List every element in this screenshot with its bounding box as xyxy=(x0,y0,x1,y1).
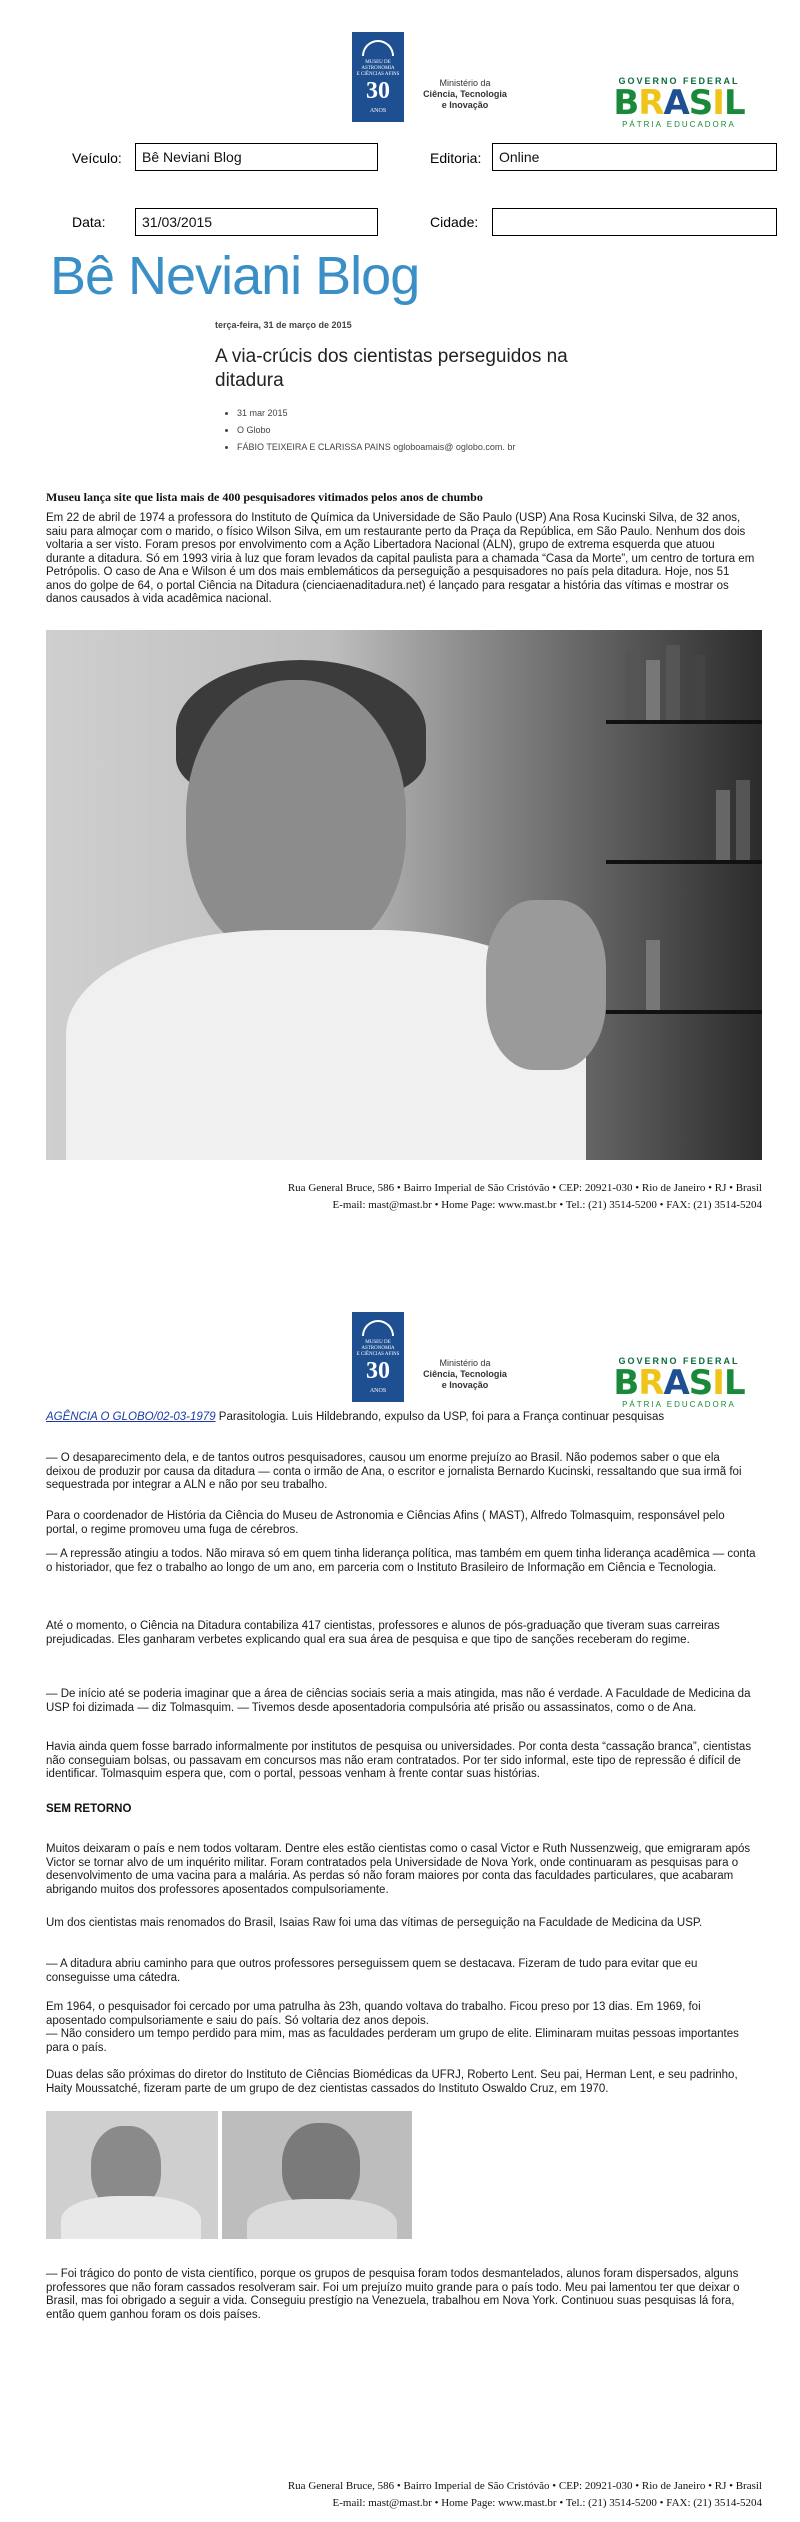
paragraph: Um dos cientistas mais renomados do Brasil, Isaias Raw foi uma das vítimas de perseguição na Faculdade de Medicina da USP. xyxy=(46,1917,703,1929)
logo-suffix: ANOS xyxy=(369,108,387,114)
ministerio-line: Ciência, Tecnologia xyxy=(423,89,507,99)
meta-authors: • FÁBIO TEIXEIRA E CLARISSA PAINS ogloboamais@ oglobo.com. br xyxy=(237,439,515,456)
cidade-field[interactable] xyxy=(492,208,777,236)
paragraph: — Foi trágico do ponto de vista científico, porque os grupos de pesquisa foram todos desmantelados, alunos foram dispersados, alguns professores que não foram cassados resolveram sair. Foi um prejuízo muito grande para o país todo. Meu pai lamentou ter que deixar o Brasil, mas foi obrigado a seguir a vida. Conseguiu prestígio na Venezuela, trabalhou em Nova York. Continuou suas pesquisas lá fora, então quem ganhou foram os dois países. xyxy=(46,2268,740,2321)
brasil-wordmark: BRASIL xyxy=(613,83,745,123)
ministerio-line: Ministério da xyxy=(439,1358,491,1368)
paragraph: — O desaparecimento dela, e de tantos outros pesquisadores, causou um enorme prejuízo ao Brasil. Não podemos saber o que ela deixou de produzir por causa da ditadura — conta o irmão de Ana, o escritor e jornalista Bernardo Kucinski, ressaltando que sua irmã foi sequestrada por integrar a ALN e não por seu trabalho. xyxy=(46,1452,742,1491)
logo-line: MUSEU DE xyxy=(365,60,391,65)
logo-line: E CIÊNCIAS AFINS xyxy=(356,1352,400,1357)
mast-logo xyxy=(352,1312,404,1402)
post-title: A via-crúcis dos cientistas perseguidos na ditadura xyxy=(215,346,568,391)
paragraph: — De início até se poderia imaginar que a área de ciências sociais seria a mais atingida, mas não é verdade. A Faculdade de Medicina da USP foi dizimada — diz Tolmasquim. — Tivemos desde aposentadoria compulsória até prisão ou assassinatos, como o de Ana. xyxy=(46,1688,751,1714)
logo-line: ASTRONOMIA xyxy=(361,66,395,71)
data-label: Data: xyxy=(72,214,106,230)
paragraph: Para o coordenador de História da Ciência do Museu de Astronomia e Ciências Afins ( MAST), Alfredo Tolmasquim, responsável pelo portal, o regime promoveu uma fuga de cérebros. xyxy=(46,1510,725,1536)
mast-logo xyxy=(352,32,404,122)
ministerio-line: e Inovação xyxy=(441,100,489,110)
article-lead: Em 22 de abril de 1974 a professora do Instituto de Química da Universidade de São Paulo (USP) Ana Rosa Kucinski Silva, de 32 anos, saiu para almoçar com o marido, o físico Wilson Silva, em um restaurante perto da Praça da República, em São Paulo. Nenhum dos dois voltaria a ser visto. Foram presos por envolvimento com a Ação Libertadora Nacional (ALN), grupo de extrema esquerda que atuou durante a ditadura. Só em 1993 viria à luz que foram levados da capital paulista para a chamada “Casa da Morte”, um centro de tortura em Petrópolis. O caso de Ana e Wilson é um dos mais emblemáticos da perseguição a pesquisadores no país pela ditadura. Hoje, nos 51 anos do golpe de 64, o portal Ciência na Ditadura (cienciaenaditadura.net) é lançado para resgatar a história das vítimas e mostrar os danos causados à vida acadêmica nacional. xyxy=(46,512,755,605)
logo-number: 30 xyxy=(366,78,390,104)
ministerio-logo xyxy=(410,1358,520,1391)
blog-banner: Bê Neviani Blog xyxy=(50,246,420,306)
ministerio-line: e Inovação xyxy=(441,1380,489,1390)
logo-line: MUSEU DE xyxy=(365,1340,391,1345)
ministerio-logo xyxy=(410,78,520,111)
paragraph: Até o momento, o Ciência na Ditadura contabiliza 417 cientistas, professores e alunos de pós-graduação que tiveram suas carreiras prejudicadas. Eles ganharam verbetes explicando qual era sua área de pesquisa e que tipo de sanções receberam do regime. xyxy=(46,1620,720,1646)
post-meta xyxy=(225,405,515,456)
meta-source: • O Globo xyxy=(237,422,515,439)
editoria-field[interactable]: Online xyxy=(492,143,777,171)
footer xyxy=(100,2478,762,2512)
observatory-icon xyxy=(362,1320,394,1336)
brasil-wordmark: BRASIL xyxy=(613,1363,745,1403)
meta-date: • 31 mar 2015 xyxy=(237,405,515,422)
caption-text: Parasitologia. Luis Hildebrando, expulso da USP, foi para a França continuar pesquisas xyxy=(215,1411,665,1423)
paragraph: Duas delas são próximas do diretor do Instituto de Ciências Biomédicas da UFRJ, Roberto Lent. Seu pai, Herman Lent, e seu padrinho, Haity Moussatché, fizeram parte de um grupo de dez cientistas cassados do Instituto Oswaldo Cruz, em 1970. xyxy=(46,2069,738,2095)
portrait-photo-right xyxy=(222,2111,412,2239)
footer-address: Rua General Bruce, 586 • Bairro Imperial de São Cristóvão • CEP: 20921-030 • Rio de Janeiro • RJ • Brasil xyxy=(287,1182,762,1194)
governo-bottom: PÁTRIA EDUCADORA xyxy=(622,1400,736,1409)
source-link[interactable]: AGÊNCIA O GLOBO/02-03-1979 xyxy=(46,1411,216,1423)
footer-contact: E-mail: mast@mast.br • Home Page: www.mast.br • Tel.: (21) 3514-5200 • FAX: (21) 3514-5204 xyxy=(332,1199,762,1211)
logo-suffix: ANOS xyxy=(369,1388,387,1394)
cidade-label: Cidade: xyxy=(430,214,479,230)
paragraph: — A ditadura abriu caminho para que outros professores perseguissem quem se destacava. Fizeram de tudo para evitar que eu conseguisse uma cátedra. xyxy=(46,1958,698,1984)
portrait-photo-left xyxy=(46,2111,218,2239)
governo-top: GOVERNO FEDERAL xyxy=(618,76,740,86)
editoria-label: Editoria: xyxy=(430,150,482,166)
observatory-icon xyxy=(362,40,394,56)
governo-federal-logo xyxy=(600,1356,758,1409)
paragraph: Em 1964, o pesquisador foi cercado por uma patrulha às 23h, quando voltava do trabalho. Ficou preso por 13 dias. Em 1969, foi aposentado compulsoriamente e saiu do país. Só voltaria dez anos depois. — Não considero um tempo perdido para mim, mas as faculdades perderam um grupo de elite. Eliminaram muitas pessoas importantes para o país. xyxy=(46,2001,739,2054)
footer-contact: E-mail: mast@mast.br • Home Page: www.mast.br • Tel.: (21) 3514-5200 • FAX: (21) 3514-5204 xyxy=(332,2497,762,2509)
paragraph: Muitos deixaram o país e nem todos voltaram. Dentre eles estão cientistas como o casal Victor e Ruth Nussenzweig, que emigraram após Victor se tornar alvo de um inquérito militar. Foram contratados pela Universidade de Nova York, onde continuaram as pesquisas para o desenvolvimento de uma vacina para a malária. As perdas só não foram maiores por conta das faculdades particulares, que acabaram abrigando muitos dos professores aposentados compulsoriamente. xyxy=(46,1843,751,1896)
governo-top: GOVERNO FEDERAL xyxy=(618,1356,740,1366)
veiculo-label: Veículo: xyxy=(72,150,122,166)
ministerio-line: Ministério da xyxy=(439,78,491,88)
post-date: terça-feira, 31 de março de 2015 xyxy=(215,320,352,330)
paragraph: Havia ainda quem fosse barrado informalmente por institutos de pesquisa ou universidades. Por conta desta “cassação branca”, cientistas não conseguiam bolsas, ou passavam em concursos mas não eram contratados. Por ter sido informal, este tipo de repressão é difícil de identificar. Tolmasquim espera que, com o portal, pessoas venham à frente contar suas histórias. xyxy=(46,1741,752,1780)
logo-number: 30 xyxy=(366,1358,390,1384)
footer xyxy=(100,1180,762,1214)
ministerio-line: Ciência, Tecnologia xyxy=(423,1369,507,1379)
data-field[interactable]: 31/03/2015 xyxy=(135,208,378,236)
governo-federal-logo xyxy=(600,76,758,129)
logo-line: E CIÊNCIAS AFINS xyxy=(356,72,400,77)
footer-address: Rua General Bruce, 586 • Bairro Imperial de São Cristóvão • CEP: 20921-030 • Rio de Janeiro • RJ • Brasil xyxy=(287,2480,762,2492)
logo-line: ASTRONOMIA xyxy=(361,1346,395,1351)
photo-caption xyxy=(46,1411,756,1425)
scientist-photo xyxy=(46,630,762,1160)
governo-bottom: PÁTRIA EDUCADORA xyxy=(622,120,736,129)
paragraph: — A repressão atingiu a todos. Não mirava só em quem tinha liderança política, mas também em quem tinha liderança acadêmica — conta o historiador, que fez o trabalho ao longo de um ano, em parceria com o Instituto Brasileiro de Informação em Ciência e Tecnologia. xyxy=(46,1548,756,1574)
veiculo-field[interactable]: Bê Neviani Blog xyxy=(135,143,378,171)
section-title: SEM RETORNO xyxy=(46,1803,132,1815)
article-subhead: Museu lança site que lista mais de 400 pesquisadores vitimados pelos anos de chumbo xyxy=(46,490,483,504)
